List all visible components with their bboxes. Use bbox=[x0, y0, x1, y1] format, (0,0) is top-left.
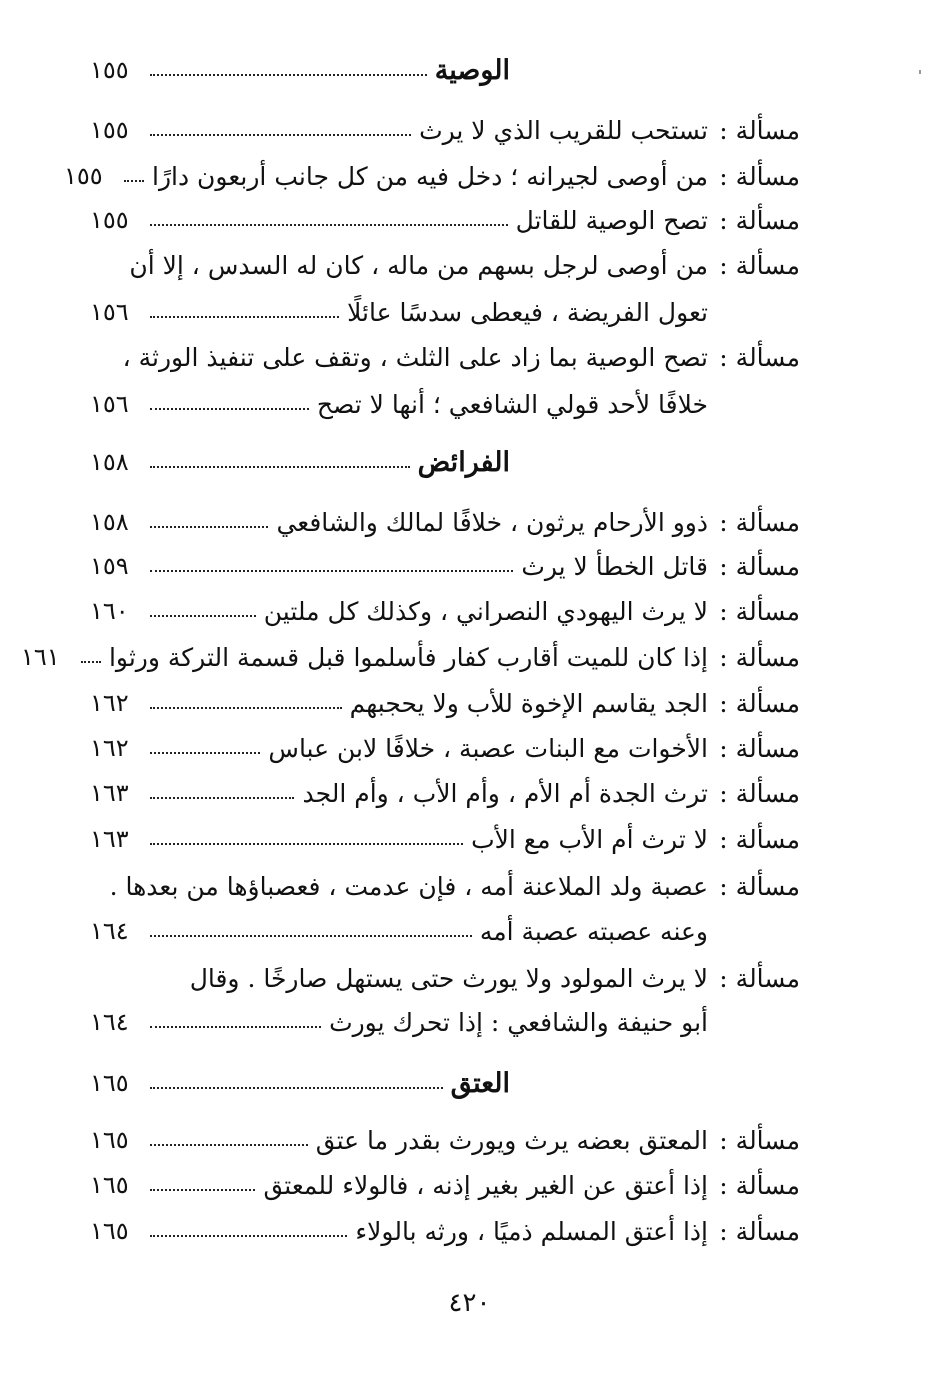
page-ref: ١٥٥ bbox=[64, 162, 103, 190]
dot-leader bbox=[81, 661, 101, 663]
page-ref: ١٥٥ bbox=[90, 116, 129, 144]
page-ref: ١٥٥ bbox=[90, 56, 129, 84]
index-entry bbox=[90, 245, 800, 285]
index-entry bbox=[90, 1165, 800, 1205]
index-entry bbox=[90, 292, 800, 332]
page-ref: ١٦٥ bbox=[90, 1069, 129, 1097]
dot-leader bbox=[150, 1189, 255, 1191]
entry-text: ذوو الأرحام يرثون ، خلافًا لمالك والشافعي bbox=[276, 507, 708, 537]
page-ref: ١٥٦ bbox=[90, 298, 129, 326]
dot-leader bbox=[150, 224, 508, 226]
dot-leader bbox=[150, 316, 339, 318]
entry-label: مسألة : bbox=[719, 688, 800, 718]
page-ref: ١٦٠ bbox=[90, 597, 129, 625]
entry-label: مسألة : bbox=[719, 733, 800, 763]
index-entry bbox=[90, 728, 800, 768]
entry-label: مسألة : bbox=[719, 824, 800, 854]
entry-label: مسألة : bbox=[719, 1125, 800, 1155]
page-ref: ١٦٣ bbox=[90, 779, 129, 807]
entry-text: من أوصى لجيرانه ؛ دخل فيه من كل جانب أربعون دارًا bbox=[152, 161, 708, 191]
entry-text: تعول الفريضة ، فيعطى سدسًا عائلًا bbox=[347, 297, 708, 327]
page-ref: ١٥٥ bbox=[90, 206, 129, 234]
dot-leader bbox=[150, 526, 268, 528]
entry-text: الجد يقاسم الإخوة للأب ولا يحجبهم bbox=[349, 688, 708, 718]
dot-leader bbox=[150, 707, 342, 709]
entry-label: مسألة : bbox=[719, 115, 800, 145]
entry-label: مسألة : bbox=[719, 161, 800, 191]
page-ref: ١٦٢ bbox=[90, 734, 129, 762]
dot-leader bbox=[150, 1026, 321, 1028]
entry-text: إذا كان للميت أقارب كفار فأسلموا قبل قسمة التركة ورثوا bbox=[108, 642, 708, 672]
page-ref: ١٦٥ bbox=[90, 1171, 129, 1199]
index-entry bbox=[90, 1002, 800, 1042]
dot-leader bbox=[150, 1087, 443, 1089]
entry-text: من أوصى لرجل بسهم من ماله ، كان له السدس ، إلا أن bbox=[129, 250, 708, 280]
index-entry bbox=[90, 546, 800, 586]
entry-text: أبو حنيفة والشافعي : إذا تحرك يورث bbox=[329, 1007, 708, 1037]
section-title: الوصية bbox=[434, 54, 510, 86]
entry-text: لا ترث أم الأب مع الأب bbox=[471, 824, 708, 854]
section-heading bbox=[90, 50, 800, 90]
dot-leader bbox=[150, 74, 427, 76]
entry-text: إذا أعتق المسلم ذميًا ، ورثه بالولاء bbox=[355, 1216, 708, 1246]
index-entry bbox=[90, 866, 800, 906]
page-ref: ١٥٩ bbox=[90, 552, 129, 580]
page-ref: ١٦٢ bbox=[90, 689, 129, 717]
section-heading bbox=[90, 442, 800, 482]
section-heading bbox=[90, 1063, 800, 1103]
index-entry bbox=[20, 637, 800, 677]
entry-text: لا يرث المولود ولا يورث حتى يستهل صارخًا . وقال bbox=[189, 963, 708, 993]
index-entry bbox=[90, 591, 800, 631]
page-ref: ١٦١ bbox=[20, 643, 60, 671]
dot-leader bbox=[150, 1144, 308, 1146]
page-ref: ١٦٤ bbox=[90, 917, 129, 945]
index-entry bbox=[90, 384, 800, 424]
entry-text: لا يرث اليهودي النصراني ، وكذلك كل ملتين bbox=[263, 596, 708, 626]
page-number: ٤٢٠ bbox=[448, 1288, 491, 1318]
dot-leader bbox=[150, 570, 513, 572]
dot-leader bbox=[124, 180, 144, 182]
entry-label: مسألة : bbox=[719, 778, 800, 808]
entry-label: مسألة : bbox=[719, 642, 800, 672]
section-title: العتق bbox=[450, 1067, 510, 1099]
dot-leader bbox=[150, 134, 411, 136]
entry-label: مسألة : bbox=[719, 250, 800, 280]
entry-label: مسألة : bbox=[719, 507, 800, 537]
page-ref: ١٥٦ bbox=[90, 390, 129, 418]
entry-text: الأخوات مع البنات عصبة ، خلافًا لابن عباس bbox=[268, 733, 708, 763]
dot-leader bbox=[150, 752, 260, 754]
entry-label: مسألة : bbox=[719, 205, 800, 235]
entry-text: تصح الوصية للقاتل bbox=[515, 205, 708, 235]
index-entry bbox=[90, 337, 800, 377]
dot-leader bbox=[150, 797, 294, 799]
dot-leader bbox=[150, 843, 463, 845]
entry-text: خلافًا لأحد قولي الشافعي ؛ أنها لا تصح bbox=[316, 389, 708, 419]
entry-text: إذا أعتق عن الغير بغير إذنه ، فالولاء للمعتق bbox=[263, 1170, 708, 1200]
entry-label: مسألة : bbox=[719, 342, 800, 372]
entry-label: مسألة : bbox=[719, 1170, 800, 1200]
entry-text: وعنه عصبته عصبة أمه bbox=[479, 916, 708, 946]
page-ref: ١٦٥ bbox=[90, 1126, 129, 1154]
entry-text: عصبة ولد الملاعنة أمه ، فإن عدمت ، فعصباؤها من بعدها . bbox=[109, 871, 708, 901]
entry-label: مسألة : bbox=[719, 963, 800, 993]
dot-leader bbox=[150, 466, 410, 468]
index-entry bbox=[90, 200, 800, 240]
index-entry bbox=[90, 773, 800, 813]
index-entry bbox=[90, 1211, 800, 1251]
dot-leader bbox=[150, 935, 472, 937]
dot-leader bbox=[150, 408, 309, 410]
index-entry bbox=[90, 110, 800, 150]
index-entry bbox=[90, 819, 800, 859]
index-entry bbox=[90, 683, 800, 723]
entry-label: مسألة : bbox=[719, 551, 800, 581]
dot-leader bbox=[150, 1235, 347, 1237]
index-entry bbox=[90, 958, 800, 998]
entry-text: ترث الجدة أم الأم ، وأم الأب ، وأم الجد bbox=[302, 778, 708, 808]
entry-text: تصح الوصية بما زاد على الثلث ، وتقف على تنفيذ الورثة ، bbox=[122, 342, 708, 372]
page-ref: ١٥٨ bbox=[90, 508, 129, 536]
entry-text: المعتق بعضه يرث ويورث بقدر ما عتق bbox=[315, 1125, 708, 1155]
entry-text: تستحب للقريب الذي لا يرث bbox=[419, 115, 708, 145]
entry-label: مسألة : bbox=[719, 596, 800, 626]
page-ref: ١٦٣ bbox=[90, 825, 129, 853]
entry-label: مسألة : bbox=[719, 1216, 800, 1246]
section-title: الفرائض bbox=[417, 446, 510, 478]
dot-leader bbox=[150, 615, 256, 617]
index-entry bbox=[64, 156, 800, 196]
index-entry bbox=[90, 1120, 800, 1160]
page-ref: ١٦٥ bbox=[90, 1217, 129, 1245]
page-ref: ١٦٤ bbox=[90, 1008, 129, 1036]
entry-text: قاتل الخطأ لا يرث bbox=[521, 551, 708, 581]
index-entry bbox=[90, 911, 800, 951]
page-ref: ١٥٨ bbox=[90, 448, 129, 476]
index-entry bbox=[90, 502, 800, 542]
scan-mark bbox=[919, 70, 921, 74]
entry-label: مسألة : bbox=[719, 871, 800, 901]
